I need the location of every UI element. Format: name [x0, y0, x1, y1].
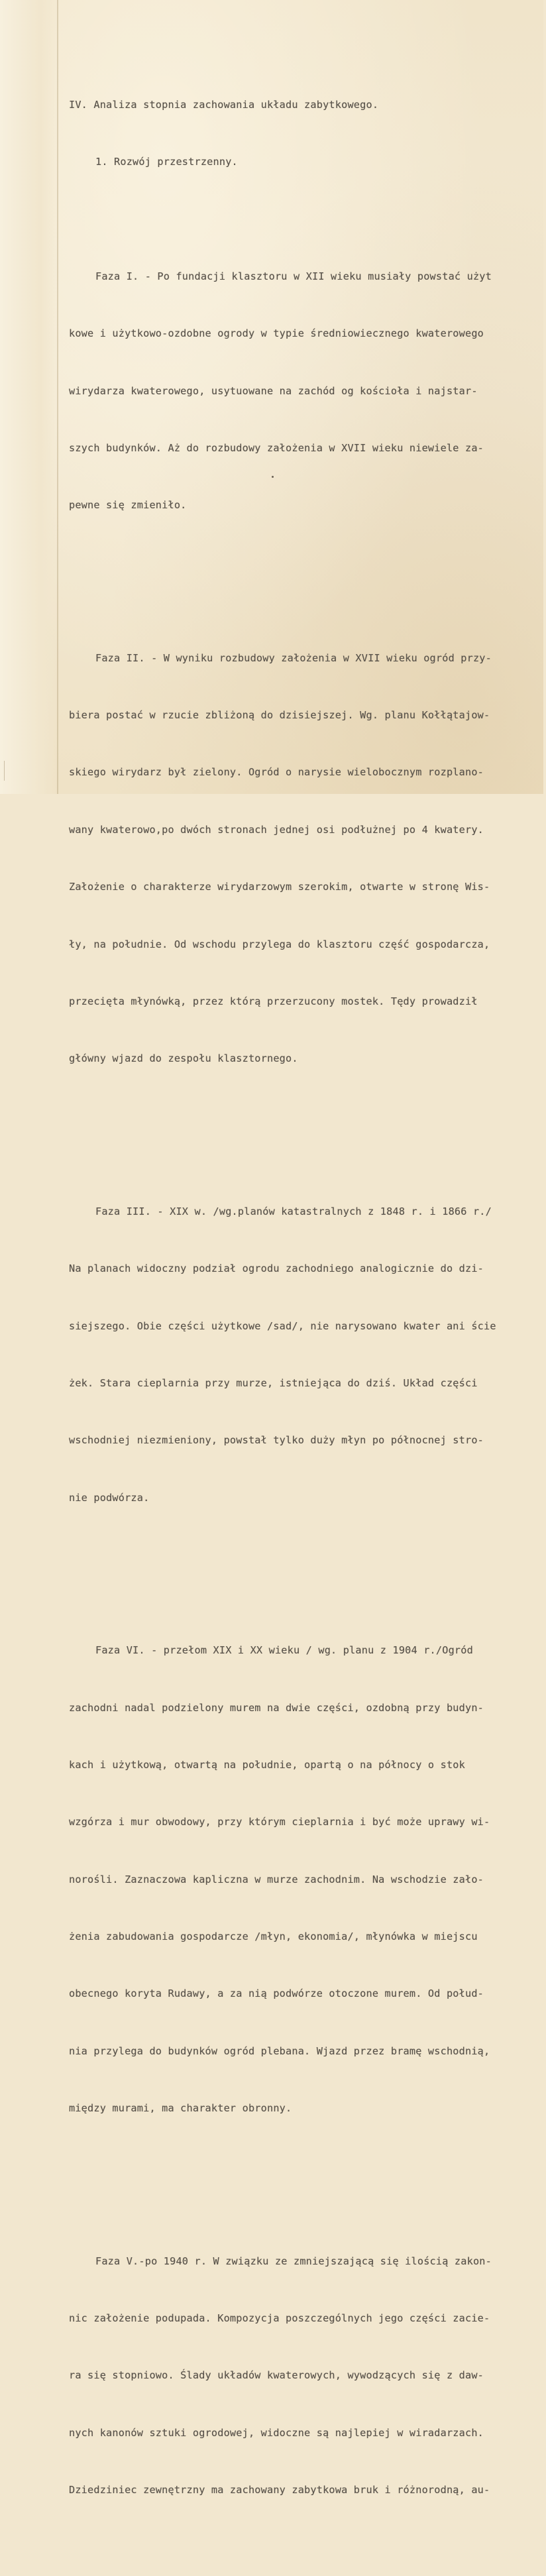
text-line: Faza V.-po 1940 r. W związku ze zmniejszającą się ilością zakon- [95, 2255, 492, 2267]
paper-fold-line [57, 0, 58, 794]
text-line: nych kanonów sztuki ogrodowej, widoczne są najlepiej w wiradarzach. [69, 2426, 484, 2439]
text-line: Założenie o charakterze wirydarzowym szerokim, otwarte w stronę Wis- [69, 881, 490, 893]
text-line: nic założenie podupada. Kompozycja poszczególnych jego części zacie- [69, 2312, 490, 2325]
text-line: nia przylega do budynków ogród plebana. Wjazd przez bramę wschodnią, [69, 2044, 490, 2057]
text-line: żek. Stara cieplarnia przy murze, istniejąca do dziś. Układ części [69, 1376, 478, 1389]
text-line: wirydarza kwaterowego, usytuowane na zachód og kościoła i najstar- [69, 384, 478, 397]
text-line: ły, na południe. Od wschodu przylega do klasztoru część gospodarcza, [69, 938, 490, 950]
text-line: przecięta młynówką, przez którą przerzucony mostek. Tędy prowadził [69, 995, 478, 1008]
text-line: główny wjazd do zespołu klasztornego. [69, 1052, 298, 1065]
text-line: biera postać w rzucie zbliżoną do dzisiejszej. Wg. planu Kołłątajow- [69, 709, 490, 722]
text-line: obecnego koryta Rudawy, a za nią podwórze otoczone murem. Od połud- [69, 1988, 484, 2000]
text-line: Faza VI. - przełom XIX i XX wieku / wg. planu z 1904 r./Ogród [95, 1644, 473, 1657]
text-line: wschodniej niezmieniony, powstał tylko duży młyn po północnej stro- [69, 1434, 484, 1447]
text-line: kach i użytkową, otwartą na południe, opartą o na północy o stok [69, 1758, 465, 1771]
text-line: Faza III. - XIX w. /wg.planów katastralnych z 1848 r. i 1866 r./ [95, 1205, 492, 1217]
text-line: nie podwórza. [69, 1491, 150, 1504]
text-line: Dziedziniec zewnętrzny ma zachowany zabytkowa bruk i różnorodną, au- [69, 2484, 490, 2496]
text-line: Na planach widoczny podział ogrodu zachodniego analogicznie do dzi- [69, 1262, 484, 1275]
paragraph-faza-2 [69, 610, 546, 1107]
paragraph-faza-5 [69, 2213, 546, 2538]
typewritten-text [69, 57, 546, 2576]
paragraph-faza-3 [69, 1164, 546, 1545]
paragraph-faza-4 [69, 1603, 546, 2156]
text-line: Faza II. - W wyniku rozbudowy założenia w XVII wieku ogród przy- [95, 651, 492, 664]
paper-edge-mark [4, 761, 14, 781]
text-line: kowe i użytkowo-ozdobne ogrody w typie średniowiecznego kwaterowego [69, 327, 484, 340]
text-line: pewne się zmieniło. [69, 499, 187, 512]
text-line: norośli. Zaznaczowa kapliczna w murze zachodnim. Na wschodzie zało- [69, 1873, 484, 1885]
paper-left-margin [0, 0, 58, 794]
text-line: wany kwaterowo,po dwóch stronach jednej osi podłużnej po 4 kwatery. [69, 823, 484, 836]
text-line: ra się stopniowo. Ślady układów kwaterowych, wywodzących się z daw- [69, 2369, 484, 2382]
text-line: zachodni nadal podzielony murem na dwie części, ozdobną przy budyn- [69, 1701, 484, 1714]
text-line: żenia zabudowania gospodarcze /młyn, ekonomia/, młynówka w miejscu [69, 1931, 478, 1943]
paragraph-faza-1 [69, 229, 546, 553]
text-line: siejszego. Obie części użytkowe /sad/, nie narysowano kwater ani ście [69, 1319, 496, 1332]
text-line: wzgórza i mur obwodowy, przy którym cieplarnia i być może uprawy wi- [69, 1816, 490, 1828]
text-line: między murami, ma charakter obronny. [69, 2102, 292, 2115]
text-line: szych budynków. Aż do rozbudowy założenia w XVII wieku niewiele za- [69, 441, 484, 454]
text-line: Faza I. - Po fundacji klasztoru w XII wieku musiały powstać użyt [95, 270, 492, 282]
subsection-heading: 1. Rozwój przestrzenny. [95, 155, 238, 168]
text-line: skiego wirydarz był zielony. Ogród o narysie wielobocznym rozplano- [69, 766, 484, 779]
section-heading: IV. Analiza stopnia zachowania układu zabytkowego. [69, 98, 379, 111]
